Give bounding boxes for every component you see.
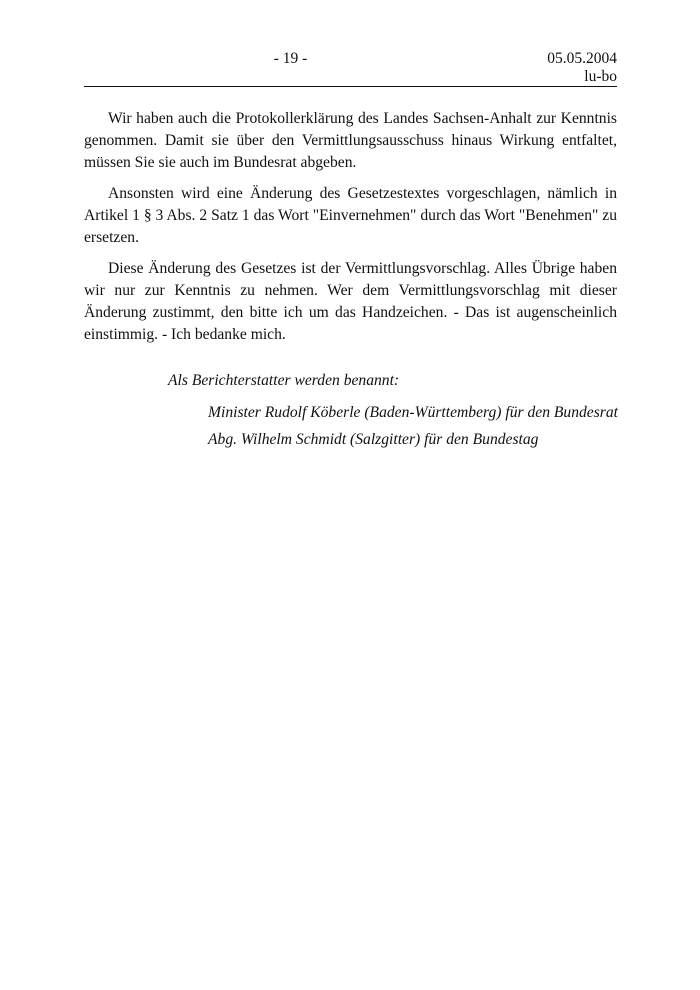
body-text <box>84 108 617 355</box>
rapporteur-item: Abg. Wilhelm Schmidt (Salzgitter) für den Bundestag <box>208 431 539 448</box>
page-number: - 19 - <box>273 50 308 67</box>
header-date: 05.05.2004 <box>547 50 617 67</box>
paragraph: Diese Änderung des Gesetzes ist der Vermittlungsvorschlag. Alles Übrige haben wir nur zur Kenntnis zu nehmen. Wer dem Vermittlungsvorschlag mit dieser Änderung zustimmt, den bitte ich um das Handzeichen. - Das ist augenscheinlich einstimmig. - Ich bedanke mich. <box>84 260 617 343</box>
page-header <box>84 50 617 86</box>
paragraph: Wir haben auch die Protokollerklärung des Landes Sachsen-Anhalt zur Kenntnis genommen. Damit sie über den Vermittlungsausschuss hinaus Wirkung entfaltet, müssen Sie sie auch im Bundesrat abgeben. <box>84 110 617 171</box>
paragraph: Ansonsten wird eine Änderung des Gesetzestextes vorgeschlagen, nämlich in Artikel 1 § 3 Abs. 2 Satz 1 das Wort "Einvernehmen" durch das Wort "Benehmen" zu ersetzen. <box>84 185 617 246</box>
rapporteurs-section <box>168 370 628 453</box>
header-initials: lu-bo <box>584 68 617 85</box>
rapporteurs-heading: Als Berichterstatter werden benannt: <box>168 372 400 389</box>
rapporteur-item: Minister Rudolf Köberle (Baden-Württemberg) für den Bundesrat <box>208 404 618 421</box>
rapporteurs-list <box>208 399 628 453</box>
header-divider <box>84 86 617 87</box>
